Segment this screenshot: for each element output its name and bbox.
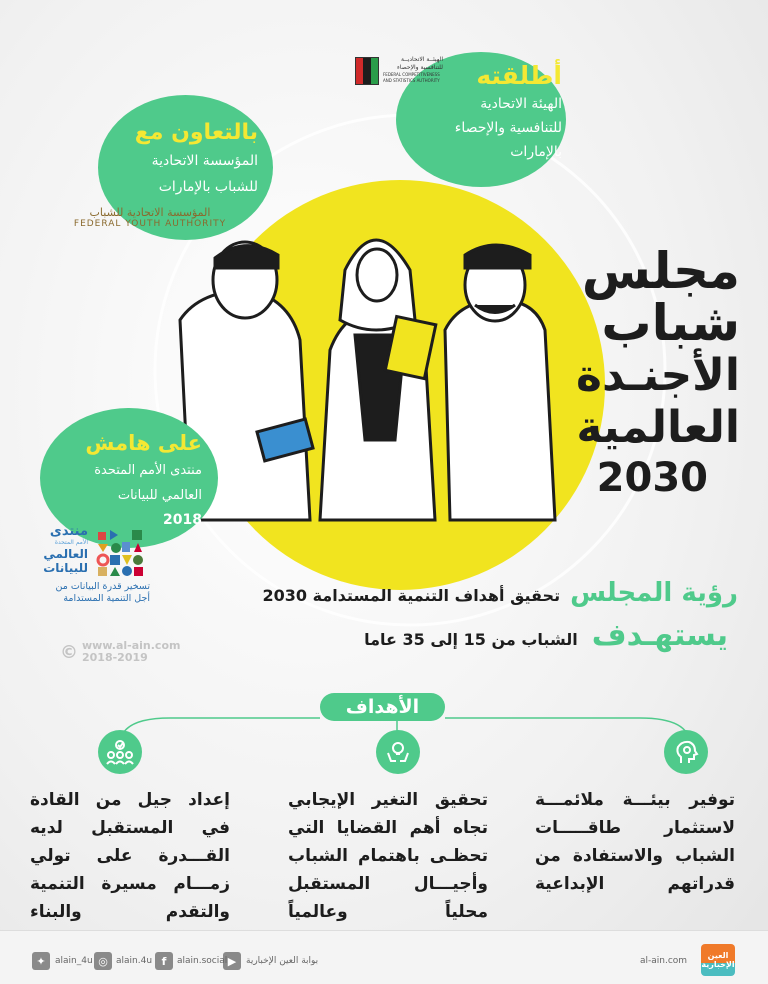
fya-logo-ar: المؤسسة الاتحادية للشباب <box>89 206 211 219</box>
youtube-icon[interactable]: ▶ <box>223 952 241 970</box>
youth-people-illustration <box>160 210 580 530</box>
vision-text: تحقيق أهداف التنمية المستدامة 2030 <box>262 586 561 605</box>
goal-text: توفير بيئـــة ملائمـــة لاستثمار طاقـــــات الشباب والاستفادة من قدراتهم الإبداعية <box>535 790 735 894</box>
twitter-icon[interactable]: ✦ <box>32 952 50 970</box>
forum-line: العالمي <box>43 547 88 561</box>
fcsa-ar: الهيئــة الاتحاديــة <box>400 56 443 63</box>
launched-by-heading: أطلقته <box>476 61 562 90</box>
launched-by-line: الهيئة الاتحادية <box>480 96 562 112</box>
vision-label: رؤية المجلس <box>570 578 738 608</box>
launched-by-line: بالإمارات <box>510 144 562 160</box>
watermark-years: 2018-2019 <box>82 651 148 664</box>
instagram-icon[interactable]: ◎ <box>94 952 112 970</box>
head-lightbulb-icon <box>673 739 699 765</box>
watermark <box>60 640 180 664</box>
title-line: 2030 <box>596 455 708 501</box>
fya-logo-en: FEDERAL YOUTH AUTHORITY <box>73 219 227 229</box>
fcsa-logo <box>355 57 379 85</box>
forum-line: الأمم المتحدة <box>54 539 88 546</box>
target-text: الشباب من 15 إلى 35 عاما <box>364 630 578 649</box>
un-data-forum-logo <box>38 525 88 575</box>
forum-tagline <box>38 581 150 605</box>
target-row <box>364 618 728 653</box>
sidelines-text <box>42 428 202 533</box>
title-line: العالمية <box>576 402 740 453</box>
fcsa-logo-text <box>383 56 443 84</box>
sidelines-line: 2018 <box>163 512 202 528</box>
partner-line: للشباب بالإمارات <box>158 179 258 195</box>
vision-row <box>262 578 738 608</box>
fcsa-en: FEDERAL COMPETITIVENESS <box>383 72 440 77</box>
facebook-icon[interactable]: f <box>155 952 173 970</box>
site-link[interactable]: al-ain.com <box>640 956 688 966</box>
forum-line: للبيانات <box>43 561 88 575</box>
goal-icon-circle <box>98 730 142 774</box>
title-line: مجلس <box>581 242 740 300</box>
watermark-url: www.al-ain.com <box>82 639 181 652</box>
twitter-link[interactable]: alain_4u <box>55 956 93 966</box>
forum-shapes-icon <box>96 528 144 576</box>
al-ain-logo[interactable]: العين الإخبارية <box>701 944 735 976</box>
facebook-link[interactable]: alain.social <box>177 956 228 966</box>
goal-icon-circle <box>664 730 708 774</box>
launched-by-line: للتنافسية والإحصاء <box>454 120 562 136</box>
title-line: شباب <box>601 294 740 352</box>
partner-heading: بالتعاون مع <box>134 120 258 145</box>
fcsa-en: AND STATISTICS AUTHORITY <box>383 78 440 83</box>
team-leader-icon <box>106 739 134 765</box>
goal-text: إعداد جيل من القادة في المستقبل لديه القـــدرة على تولي زمـــام مسيرة التنمية والتقدم والبناء <box>30 790 230 922</box>
goals-header: الأهداف <box>320 693 445 721</box>
forum-line: منتدى <box>49 524 88 539</box>
fcsa-ar: للتنافسية والإحصاء <box>397 64 443 71</box>
instagram-link[interactable]: alain.4u <box>116 956 153 966</box>
partner-text <box>98 118 258 200</box>
sidelines-line: العالمي للبيانات <box>117 488 202 503</box>
target-label: يستهـدف <box>591 618 728 653</box>
youtube-link[interactable]: بوابة العين الإخبارية <box>246 956 319 966</box>
title-line: الأجنـدة <box>576 350 740 401</box>
goal-text: تحقيق التغير الإيجابي تجاه أهم القضايا التي تحظـى باهتمام الشباب وأجيـــال المستقبل محلياً وعالمياً <box>288 790 488 922</box>
forum-tagline-line: أجل التنمية المستدامة <box>63 593 150 604</box>
fya-logo <box>70 206 230 229</box>
sidelines-heading: على هامش <box>85 431 202 455</box>
hands-lightbulb-icon <box>385 739 411 765</box>
forum-tagline-line: تسخير قدرة البيانات من <box>55 581 150 592</box>
partner-line: المؤسسة الاتحادية <box>151 153 258 169</box>
goal-icon-circle <box>376 730 420 774</box>
copyright-icon: © <box>60 641 78 663</box>
sidelines-line: منتدى الأمم المتحدة <box>94 463 202 478</box>
